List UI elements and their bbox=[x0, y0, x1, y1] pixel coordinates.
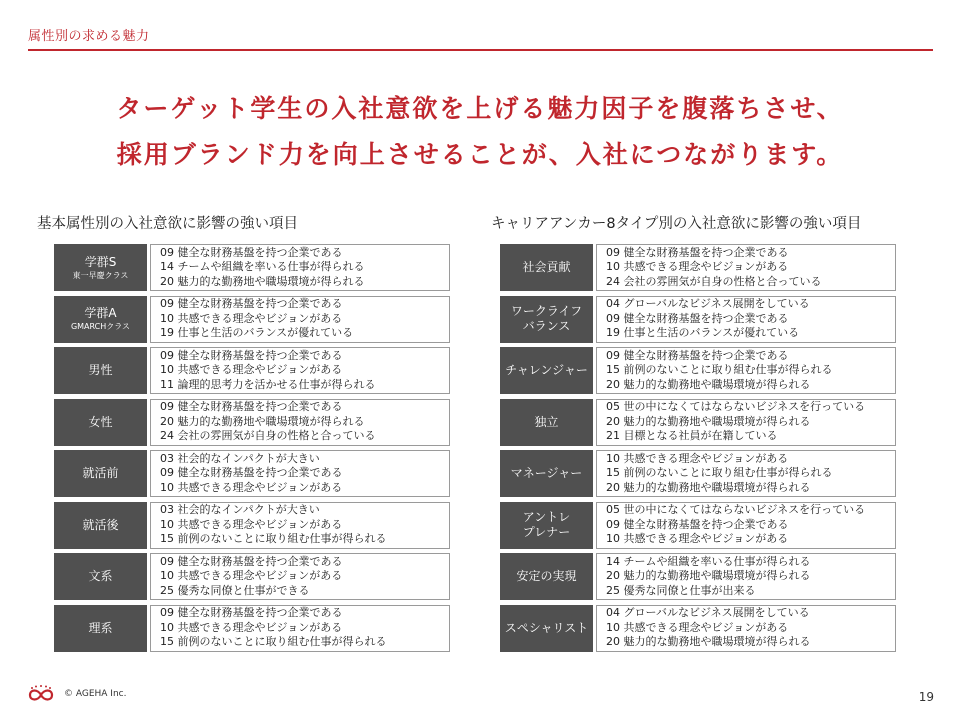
career-anchor-row bbox=[500, 347, 900, 394]
row-items bbox=[596, 450, 896, 497]
row-label-text: 学群S bbox=[84, 254, 117, 269]
row-label bbox=[54, 502, 147, 549]
row-items bbox=[596, 347, 896, 394]
row-label bbox=[500, 553, 593, 600]
row-label bbox=[500, 347, 593, 394]
row-item: 19 仕事と生活のバランスが優れている bbox=[160, 326, 354, 340]
row-item: 09 健全な財務基盤を持つ企業である bbox=[160, 400, 343, 414]
row-label bbox=[54, 553, 147, 600]
attribute-row bbox=[54, 502, 454, 549]
row-item: 24 会社の雰囲気が自身の性格と合っている bbox=[160, 429, 376, 443]
right-section-title: キャリアアンカー8タイプ別の入社意欲に影響の強い項目 bbox=[491, 216, 862, 232]
row-item: 10 共感できる理念やビジョンがある bbox=[160, 620, 343, 634]
row-item: 10 共感できる理念やビジョンがある bbox=[160, 517, 343, 531]
row-label-text: 社会貢献 bbox=[522, 260, 571, 274]
row-item: 25 優秀な同僚と仕事ができる bbox=[160, 583, 310, 597]
row-item: 20 魅力的な勤務地や職場環境が得られる bbox=[606, 377, 811, 391]
row-item: 20 魅力的な勤務地や職場環境が得られる bbox=[606, 480, 811, 494]
headline bbox=[0, 86, 960, 178]
row-item: 09 健全な財務基盤を持つ企業である bbox=[606, 245, 789, 259]
row-label-text: マネージャー bbox=[510, 466, 583, 480]
career-anchor-row bbox=[500, 399, 900, 446]
row-item: 24 会社の雰囲気が自身の性格と合っている bbox=[606, 274, 822, 288]
career-anchor-row bbox=[500, 450, 900, 497]
row-item: 09 健全な財務基盤を持つ企業である bbox=[606, 311, 789, 325]
attribute-row bbox=[54, 605, 454, 652]
attribute-row bbox=[54, 244, 454, 291]
row-label-text: 就活前 bbox=[82, 466, 119, 480]
row-items bbox=[150, 605, 450, 652]
row-items bbox=[150, 553, 450, 600]
row-item: 11 論理的思考力を活かせる仕事が得られる bbox=[160, 377, 376, 391]
row-item: 10 共感できる理念やビジョンがある bbox=[160, 363, 343, 377]
row-label-text: スペシャリスト bbox=[504, 620, 589, 635]
row-label-text: 就活後 bbox=[82, 517, 119, 532]
headline-line-2: 採用ブランド力を向上させることが、入社につながります。 bbox=[116, 140, 844, 169]
row-label bbox=[500, 244, 593, 291]
headline-line-1: ターゲット学生の入社意欲を上げる魅力因子を腹落ちさせ、 bbox=[116, 94, 844, 123]
row-item: 09 健全な財務基盤を持つ企業である bbox=[606, 348, 789, 362]
row-label bbox=[500, 296, 593, 343]
row-label bbox=[54, 296, 147, 343]
row-label-text: 独立 bbox=[534, 414, 559, 429]
row-item: 09 健全な財務基盤を持つ企業である bbox=[160, 466, 343, 480]
ageha-logo-icon bbox=[27, 684, 55, 706]
row-item: 10 共感できる理念やビジョンがある bbox=[606, 451, 789, 465]
row-item: 09 健全な財務基盤を持つ企業である bbox=[606, 517, 789, 531]
row-items bbox=[150, 502, 450, 549]
row-item: 20 魅力的な勤務地や職場環境が得られる bbox=[606, 635, 811, 649]
row-label-text: ワークライフ bbox=[510, 304, 583, 318]
row-label-text: 男性 bbox=[88, 363, 113, 377]
row-item: 09 健全な財務基盤を持つ企業である bbox=[160, 297, 343, 311]
row-label-text: 学群A bbox=[84, 306, 117, 320]
row-items bbox=[150, 296, 450, 343]
row-label-text: 理系 bbox=[88, 620, 113, 635]
row-item: 04 グローバルなビジネス展開をしている bbox=[606, 606, 810, 620]
row-item: 20 魅力的な勤務地や職場環境が得られる bbox=[606, 569, 811, 583]
row-items bbox=[150, 244, 450, 291]
row-item: 10 共感できる理念やビジョンがある bbox=[160, 569, 343, 583]
career-anchor-row bbox=[500, 502, 900, 549]
attribute-row bbox=[54, 450, 454, 497]
row-items bbox=[596, 244, 896, 291]
header-title: 属性別の求める魅力 bbox=[28, 29, 150, 44]
career-anchor-row bbox=[500, 553, 900, 600]
row-label bbox=[500, 450, 593, 497]
row-items bbox=[596, 502, 896, 549]
row-item: 20 魅力的な勤務地や職場環境が得られる bbox=[606, 414, 811, 428]
row-items bbox=[596, 399, 896, 446]
row-item: 10 共感できる理念やビジョンがある bbox=[160, 311, 343, 325]
row-item: 05 世の中になくてはならないビジネスを行っている bbox=[606, 503, 866, 517]
row-label-text-line2: プレナー bbox=[522, 525, 571, 539]
row-label bbox=[54, 244, 147, 291]
row-item: 15 前例のないことに取り組む仕事が得られる bbox=[160, 635, 387, 649]
footer-copyright: © AGEHA Inc. bbox=[64, 689, 127, 699]
career-anchor-row bbox=[500, 605, 900, 652]
row-items bbox=[596, 553, 896, 600]
row-item: 10 共感できる理念やビジョンがある bbox=[606, 260, 789, 274]
row-item: 15 前例のないことに取り組む仕事が得られる bbox=[606, 466, 833, 480]
row-items bbox=[150, 450, 450, 497]
row-label bbox=[500, 605, 593, 652]
row-label-text: 安定の実現 bbox=[516, 569, 577, 583]
header-rule bbox=[28, 49, 933, 51]
row-item: 14 チームや組織を率いる仕事が得られる bbox=[160, 260, 365, 274]
row-item: 10 共感できる理念やビジョンがある bbox=[160, 480, 343, 494]
row-label-text: 女性 bbox=[88, 414, 113, 429]
attribute-row bbox=[54, 553, 454, 600]
row-item: 09 健全な財務基盤を持つ企業である bbox=[160, 348, 343, 362]
attribute-row bbox=[54, 347, 454, 394]
attribute-row bbox=[54, 296, 454, 343]
row-label-text: アントレ bbox=[522, 510, 571, 524]
row-items bbox=[150, 347, 450, 394]
row-items bbox=[150, 399, 450, 446]
row-label bbox=[54, 605, 147, 652]
row-item: 04 グローバルなビジネス展開をしている bbox=[606, 297, 810, 311]
page-number: 19 bbox=[918, 690, 934, 704]
left-section-title: 基本属性別の入社意欲に影響の強い項目 bbox=[37, 216, 298, 232]
row-item: 09 健全な財務基盤を持つ企業である bbox=[160, 606, 343, 620]
row-items bbox=[596, 296, 896, 343]
row-item: 03 社会的なインパクトが大きい bbox=[160, 451, 320, 465]
row-item: 09 健全な財務基盤を持つ企業である bbox=[160, 245, 343, 259]
row-label bbox=[500, 399, 593, 446]
row-item: 15 前例のないことに取り組む仕事が得られる bbox=[160, 532, 387, 546]
career-anchor-row bbox=[500, 296, 900, 343]
row-sublabel-text: GMARCHクラス bbox=[70, 322, 131, 331]
row-item: 10 共感できる理念やビジョンがある bbox=[606, 620, 789, 634]
row-label bbox=[54, 399, 147, 446]
row-item: 20 魅力的な勤務地や職場環境が得られる bbox=[160, 274, 365, 288]
row-item: 21 目標となる社員が在籍している bbox=[606, 429, 778, 443]
row-sublabel-text: 東一早慶クラス bbox=[72, 270, 129, 280]
row-label-text: 文系 bbox=[88, 569, 113, 583]
row-label bbox=[54, 347, 147, 394]
row-label-text: チャレンジャー bbox=[505, 363, 588, 377]
row-label bbox=[500, 502, 593, 549]
row-items bbox=[596, 605, 896, 652]
row-item: 14 チームや組織を率いる仕事が得られる bbox=[606, 554, 811, 568]
row-item: 25 優秀な同僚と仕事が出来る bbox=[606, 583, 756, 597]
row-item: 05 世の中になくてはならないビジネスを行っている bbox=[606, 400, 866, 414]
career-anchor-row bbox=[500, 244, 900, 291]
attribute-row bbox=[54, 399, 454, 446]
row-label bbox=[54, 450, 147, 497]
row-item: 15 前例のないことに取り組む仕事が得られる bbox=[606, 363, 833, 377]
row-item: 20 魅力的な勤務地や職場環境が得られる bbox=[160, 414, 365, 428]
row-item: 19 仕事と生活のバランスが優れている bbox=[606, 326, 800, 340]
row-item: 09 健全な財務基盤を持つ企業である bbox=[160, 554, 343, 568]
row-item: 10 共感できる理念やビジョンがある bbox=[606, 532, 789, 546]
row-label-text-line2: バランス bbox=[522, 319, 571, 333]
row-item: 03 社会的なインパクトが大きい bbox=[160, 503, 320, 517]
